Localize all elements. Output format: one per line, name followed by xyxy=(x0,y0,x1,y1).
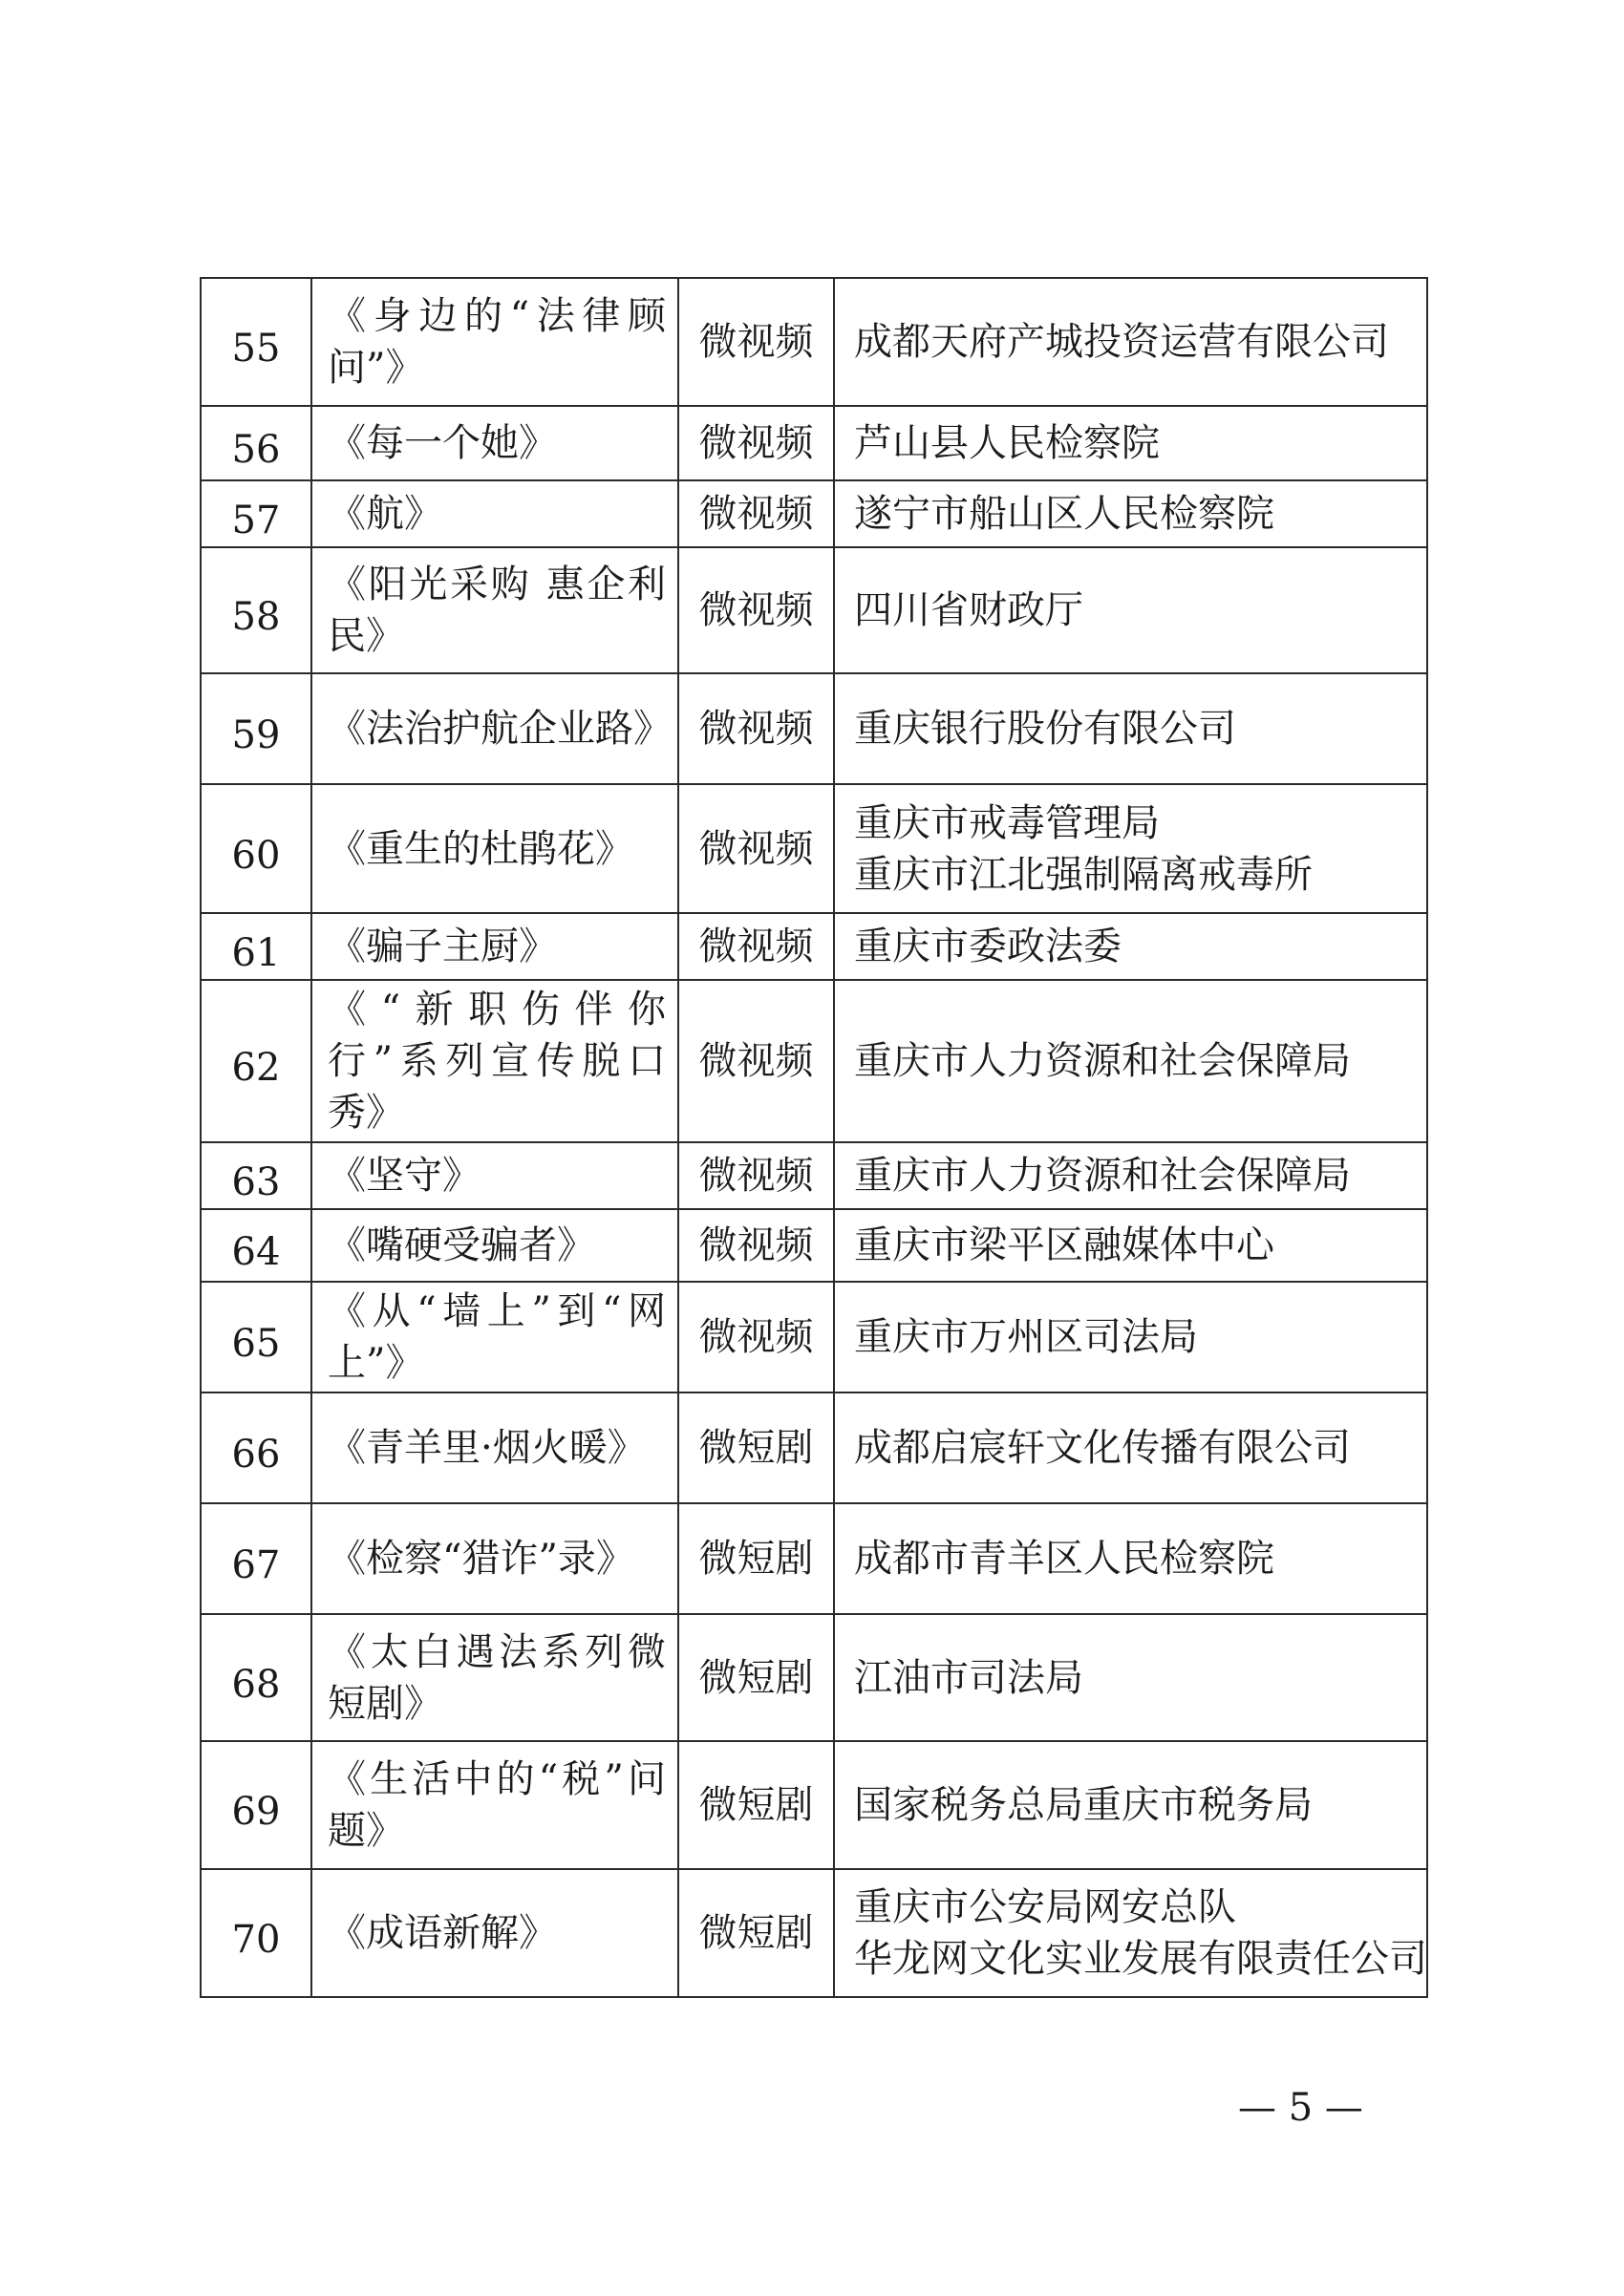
organization-cell xyxy=(834,1392,1427,1503)
row-number: 64 xyxy=(201,1209,311,1282)
organization-name: 重庆市万州区司法局 xyxy=(854,1315,1198,1359)
row-number: 68 xyxy=(201,1614,311,1741)
organization-name: 芦山县人民检察院 xyxy=(854,421,1160,465)
organization-name: 重庆市委政法委 xyxy=(854,925,1122,968)
table-row xyxy=(201,1869,1427,1997)
organization-name: 重庆银行股份有限公司 xyxy=(854,707,1236,751)
organization-cell xyxy=(834,1209,1427,1282)
work-title: 《阳光采购 惠企利民》 xyxy=(311,547,678,673)
page-number: — 5 — xyxy=(1238,2086,1363,2130)
organization-name: 重庆市江北强制隔离戒毒所 xyxy=(854,852,1313,897)
organization-name: 重庆市梁平区融媒体中心 xyxy=(854,1223,1274,1267)
organization-name: 成都天府产城投资运营有限公司 xyxy=(854,320,1389,364)
organization-cell xyxy=(834,1503,1427,1614)
organization-name: 重庆市戒毒管理局 xyxy=(854,800,1160,845)
row-number: 65 xyxy=(201,1282,311,1392)
entries-table-body xyxy=(201,278,1427,1997)
organization-cell xyxy=(834,1282,1427,1392)
work-type: 微短剧 xyxy=(678,1614,834,1741)
table-row xyxy=(201,547,1427,673)
work-type: 微短剧 xyxy=(678,1741,834,1869)
work-type: 微短剧 xyxy=(678,1869,834,1997)
work-type: 微视频 xyxy=(678,980,834,1142)
organization-cell xyxy=(834,1741,1427,1869)
organization-cell xyxy=(834,480,1427,547)
row-number: 59 xyxy=(201,673,311,784)
table-row xyxy=(201,784,1427,913)
organization-name: 成都启宸轩文化传播有限公司 xyxy=(854,1426,1351,1470)
work-type: 微视频 xyxy=(678,1282,834,1392)
row-number: 67 xyxy=(201,1503,311,1614)
organization-cell xyxy=(834,1614,1427,1741)
work-title: 《嘴硬受骗者》 xyxy=(311,1209,678,1282)
table-row xyxy=(201,406,1427,480)
table-row xyxy=(201,1392,1427,1503)
table-row xyxy=(201,1503,1427,1614)
row-number: 56 xyxy=(201,406,311,480)
work-title: 《从“墙上”到“网上”》 xyxy=(311,1282,678,1392)
organization-name: 江油市司法局 xyxy=(854,1655,1083,1700)
organization-name: 重庆市人力资源和社会保障局 xyxy=(854,1154,1351,1198)
table-row xyxy=(201,278,1427,406)
work-title: 《成语新解》 xyxy=(311,1869,678,1997)
organization-cell xyxy=(834,278,1427,406)
table-row xyxy=(201,480,1427,547)
row-number: 57 xyxy=(201,480,311,547)
organization-cell xyxy=(834,913,1427,980)
work-type: 微短剧 xyxy=(678,1392,834,1503)
organization-name: 重庆市公安局网安总队 xyxy=(854,1885,1236,1929)
work-type: 微视频 xyxy=(678,1209,834,1282)
row-number: 62 xyxy=(201,980,311,1142)
table-row xyxy=(201,980,1427,1142)
work-title: 《每一个她》 xyxy=(311,406,678,480)
table-row xyxy=(201,1741,1427,1869)
work-title: 《骗子主厨》 xyxy=(311,913,678,980)
row-number: 58 xyxy=(201,547,311,673)
organization-cell xyxy=(834,784,1427,913)
organization-name: 成都市青羊区人民检察院 xyxy=(854,1537,1274,1581)
table-row xyxy=(201,1142,1427,1209)
work-type: 微视频 xyxy=(678,406,834,480)
organization-cell xyxy=(834,980,1427,1142)
row-number: 69 xyxy=(201,1741,311,1869)
work-title: 《身边的“法律顾问”》 xyxy=(311,278,678,406)
work-type: 微视频 xyxy=(678,1142,834,1209)
work-title: 《航》 xyxy=(311,480,678,547)
work-type: 微短剧 xyxy=(678,1503,834,1614)
organization-cell xyxy=(834,1142,1427,1209)
organization-name: 四川省财政厅 xyxy=(854,588,1083,632)
row-number: 61 xyxy=(201,913,311,980)
work-type: 微视频 xyxy=(678,547,834,673)
row-number: 63 xyxy=(201,1142,311,1209)
work-type: 微视频 xyxy=(678,480,834,547)
work-title: 《法治护航企业路》 xyxy=(311,673,678,784)
work-title: 《生活中的“税”问题》 xyxy=(311,1741,678,1869)
table-row xyxy=(201,1209,1427,1282)
row-number: 60 xyxy=(201,784,311,913)
work-title: 《青羊里·烟火暖》 xyxy=(311,1392,678,1503)
row-number: 66 xyxy=(201,1392,311,1503)
table-row xyxy=(201,1614,1427,1741)
organization-name: 重庆市人力资源和社会保障局 xyxy=(854,1039,1351,1083)
entries-table xyxy=(200,277,1428,1998)
table-row xyxy=(201,673,1427,784)
table-row xyxy=(201,1282,1427,1392)
table-row xyxy=(201,913,1427,980)
work-title: 《“新职伤伴你行”系列宣传脱口秀》 xyxy=(311,980,678,1142)
work-type: 微视频 xyxy=(678,278,834,406)
organization-name: 国家税务总局重庆市税务局 xyxy=(854,1783,1313,1827)
work-title: 《太白遇法系列微短剧》 xyxy=(311,1614,678,1741)
row-number: 70 xyxy=(201,1869,311,1997)
organization-name: 遂宁市船山区人民检察院 xyxy=(854,492,1274,536)
work-title: 《检察“猎诈”录》 xyxy=(311,1503,678,1614)
organization-cell xyxy=(834,1869,1427,1997)
work-type: 微视频 xyxy=(678,784,834,913)
organization-cell xyxy=(834,673,1427,784)
organization-cell xyxy=(834,547,1427,673)
work-title: 《重生的杜鹃花》 xyxy=(311,784,678,913)
organization-name: 华龙网文化实业发展有限责任公司 xyxy=(854,1937,1427,1981)
work-title: 《坚守》 xyxy=(311,1142,678,1209)
work-type: 微视频 xyxy=(678,913,834,980)
row-number: 55 xyxy=(201,278,311,406)
work-type: 微视频 xyxy=(678,673,834,784)
organization-cell xyxy=(834,406,1427,480)
